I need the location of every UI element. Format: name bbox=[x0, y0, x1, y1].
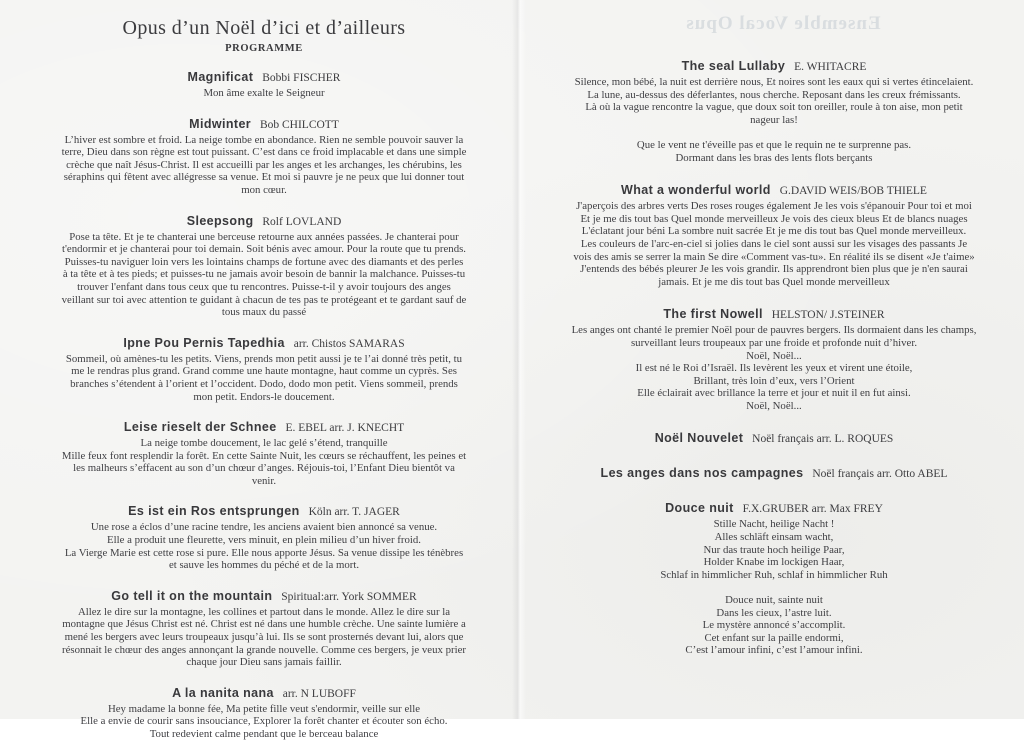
text-line: trouver l'enfant dans tous ceux que tu rencontres. Puisse-t-il y avoir toujours des anges bbox=[77, 280, 451, 293]
text-line: Tout redevient calme pendant que le berceau balance bbox=[149, 728, 379, 740]
text-line: chaque jour Dieu sans jamais faillir. bbox=[186, 656, 342, 669]
piece-title: Noël Nouvelet bbox=[654, 431, 744, 446]
text-line: jamais. Et je me dis tout bas Quel monde merveilleux bbox=[658, 275, 890, 288]
piece-composer: arr. N LUBOFF bbox=[279, 687, 356, 700]
text-line: Sommeil, où amènes-tu les petits. Viens, prends mon petit aussi je te l’ai donné très petit, tu bbox=[65, 352, 463, 365]
piece-composer: Bobbi FISCHER bbox=[259, 72, 341, 84]
text-line: Elle éclairait avec brillance la terre et jour et nuit il en fut ainsi. bbox=[637, 387, 911, 400]
piece-heading bbox=[14, 503, 514, 520]
text-line: venir. bbox=[251, 474, 277, 487]
piece-title: Les anges dans nos campagnes bbox=[600, 466, 804, 481]
piece-title: Leise rieselt der Schnee bbox=[123, 420, 277, 435]
text-line: vois des amis se serrer la main Se dire «Comment vas-tu». En réalité ils se disent «Je t'aime» bbox=[573, 250, 975, 263]
programme-piece bbox=[530, 182, 1018, 288]
page-fold bbox=[512, 0, 526, 719]
piece-title: Magnificat bbox=[187, 70, 254, 84]
text-line: Brillant, très loin d’eux, vers l’Orient bbox=[693, 374, 855, 387]
piece-heading bbox=[14, 335, 514, 352]
text-line bbox=[530, 126, 1018, 139]
piece-heading bbox=[14, 588, 514, 605]
text-line: me le rendras plus grand. Grand comme une haute montagne, haut comme un cyprès. Ses bbox=[71, 365, 457, 378]
piece-composer: E. WHITACRE bbox=[791, 61, 867, 73]
programme-piece bbox=[14, 419, 514, 487]
text-line: les malheurs s’effacent au son d’un chœur d’anges. Réjouis-toi, l’Enfant Dieu bientôt va bbox=[73, 462, 455, 475]
text-line: crèche que naît Jésus-Christ. Il est accueilli par les anges et les archanges, les chérubins, les bbox=[66, 158, 462, 171]
text-line: à ta tête et à tes pieds; et puisses-tu ne jamais avoir besoin de bannir la malchance. Puisses-tu bbox=[62, 268, 466, 281]
text-line: Schlaf in himmlicher Ruh, schlaf in himmlicher Ruh bbox=[660, 568, 888, 581]
piece-title: What a wonderful world bbox=[621, 183, 771, 198]
programme-subtitle: PROGRAMME bbox=[225, 43, 303, 54]
text-line: Silence, mon bébé, la nuit est derrière nous, Et noires sont les eaux qui si vertes étincelaient. bbox=[574, 76, 974, 88]
text-line: Pose ta tête. Et je te chanterai une berceuse retourne aux années passées. Je chanterai pour bbox=[69, 230, 459, 243]
text-line: Elle a produit une fleurette, vers minuit, en plein milieu d’un hiver froid. bbox=[107, 534, 421, 547]
piece-text bbox=[14, 353, 514, 403]
text-line: L’hiver est sombre et froid. La neige tombe en abondance. Rien ne semble pouvoir sauver la bbox=[64, 133, 464, 146]
text-line: séraphins qui fêtent avec allégresse sa venue. Et moi si pauvre je ne peux que lui donner tout bbox=[63, 171, 465, 184]
text-line: Les couleurs de l'arc-en-ciel si jolies dans le ciel sont aussi sur les visages des passants Je bbox=[580, 237, 968, 250]
piece-heading bbox=[14, 69, 514, 86]
text-line: Dormant dans les bras des lents flots berçants bbox=[675, 151, 873, 164]
programme-title: Opus d’un Noël d’ici et d’ailleurs bbox=[122, 17, 406, 39]
piece-text bbox=[14, 437, 514, 487]
text-line: Allez le dire sur la montagne, les collines et partout dans le monde. Allez le dire sur la bbox=[77, 605, 451, 618]
piece-composer: HELSTON/ J.STEINER bbox=[768, 309, 885, 322]
right-page-items bbox=[530, 58, 1018, 657]
text-line: Il est né le Roi d’Israël. Ils levèrent les yeux et virent une étoile, bbox=[635, 362, 913, 375]
text-line: Holder Knabe im lockigen Haar, bbox=[703, 556, 845, 569]
text-line: mon cœur. bbox=[241, 183, 287, 196]
piece-text bbox=[530, 76, 1018, 164]
text-line: Douce nuit, sainte nuit bbox=[725, 594, 823, 607]
programme-piece bbox=[14, 69, 514, 100]
piece-title: The seal Lullaby bbox=[681, 59, 786, 73]
piece-heading bbox=[530, 58, 1018, 75]
text-line: J'entends des bébés pleurer Je les vois grandir. Ils apprendront bien plus que je n'en saurai bbox=[580, 263, 968, 276]
programme-piece bbox=[14, 503, 514, 571]
programme-piece bbox=[14, 588, 514, 669]
piece-text bbox=[14, 606, 514, 669]
text-line: Là où la vague rencontre la vague, que doux soit ton oreiller, roule à ton aise, mon petit bbox=[585, 101, 963, 114]
piece-composer: arr. Chistos SAMARAS bbox=[290, 337, 405, 350]
text-line: La Vierge Marie est cette rose si pure. Elle nous apporte Jésus. Sa venue dissipe les ténèbres bbox=[64, 546, 464, 559]
text-line: Mon âme exalte le Seigneur bbox=[203, 87, 325, 99]
piece-composer: Köln arr. T. JAGER bbox=[305, 506, 400, 519]
piece-text bbox=[14, 134, 514, 197]
right-page bbox=[530, 58, 1018, 657]
bleedthrough-text: Ensemble Vocal Opus bbox=[685, 13, 881, 34]
text-line: résonnait le chœur des anges annonçant la grande nouvelle. Comme ces bergers, je veux prier bbox=[62, 643, 466, 656]
programme-piece bbox=[14, 335, 514, 403]
text-line: La neige tombe doucement, le lac gelé s’étend, tranquille bbox=[140, 437, 388, 450]
text-line: mené les bergers avec leurs troupeaux jusqu’à lui. Ils se sont prosternés devant lui, alors que bbox=[64, 631, 464, 644]
left-page-items bbox=[14, 69, 514, 741]
text-line: Puisses-tu naviguer loin vers les lointains champs de fortune avec des diamants et des perles bbox=[64, 255, 464, 268]
text-line: Alles schläft einsam wacht, bbox=[714, 531, 834, 544]
text-line: Dans les cieux, l’astre luit. bbox=[716, 606, 832, 619]
text-line: Nur das traute hoch heilige Paar, bbox=[703, 543, 845, 556]
piece-composer: Spiritual:arr. York SOMMER bbox=[278, 590, 417, 603]
text-line: Noël, Noël... bbox=[746, 399, 802, 412]
piece-text bbox=[14, 87, 514, 100]
piece-heading bbox=[14, 213, 514, 230]
piece-title: Es ist ein Ros entsprungen bbox=[128, 504, 300, 519]
piece-text bbox=[530, 324, 1018, 412]
text-line: et sauve les hommes du péché et de la mort. bbox=[168, 559, 360, 572]
text-line: mon petit. Endors-le doucement. bbox=[193, 390, 335, 403]
text-line: Le mystère annoncé s’accomplit. bbox=[702, 619, 846, 632]
programme-piece bbox=[530, 465, 1018, 482]
text-line: Et je me dis tout bas Quel monde merveilleux Je vois des cieux bleus Et de blancs nuages bbox=[580, 212, 968, 225]
programme-piece bbox=[530, 500, 1018, 657]
text-line: Les anges ont chanté le premier Noël pour de pauvres bergers. Ils dormaient dans les champs, bbox=[571, 324, 977, 337]
piece-composer: F.X.GRUBER arr. Max FREY bbox=[739, 503, 883, 516]
piece-composer: E. EBEL arr. J. KNECHT bbox=[282, 422, 405, 435]
piece-title: Go tell it on the mountain bbox=[111, 588, 273, 603]
piece-text bbox=[14, 521, 514, 571]
piece-heading bbox=[530, 182, 1018, 199]
piece-composer: Noël français arr. L. ROQUES bbox=[749, 433, 894, 446]
programme-piece bbox=[530, 306, 1018, 412]
piece-heading bbox=[14, 116, 514, 133]
programme-piece bbox=[14, 685, 514, 741]
text-line: C’est l’amour infini, c’est l’amour infini. bbox=[685, 644, 863, 657]
text-line: surveillant leurs troupeaux par une froide et profonde nuit d’hiver. bbox=[630, 336, 918, 349]
text-line: J'aperçois des arbres verts Des roses rouges également Je les vois s'épanouir Pour toi et moi bbox=[576, 200, 972, 213]
piece-composer: Rolf LOVLAND bbox=[259, 215, 342, 228]
piece-composer: G.DAVID WEIS/BOB THIELE bbox=[776, 185, 927, 198]
text-line: Noël, Noël... bbox=[746, 349, 802, 362]
piece-title: Ipne Pou Pernis Tapedhia bbox=[123, 335, 285, 350]
text-line: Elle a envie de courir sans insouciance, Explorer la forêt chanter et écouter son écho. bbox=[80, 715, 448, 728]
piece-heading bbox=[530, 430, 1018, 447]
piece-heading bbox=[530, 465, 1018, 482]
piece-heading bbox=[530, 500, 1018, 517]
piece-text bbox=[530, 200, 1018, 288]
piece-title: A la nanita nana bbox=[172, 685, 274, 700]
text-line: Que le vent ne t'éveille pas et que le requin ne te surprenne pas. bbox=[636, 138, 912, 151]
text-line: nageur las! bbox=[750, 113, 798, 126]
piece-title: Sleepsong bbox=[186, 213, 254, 228]
text-line: terre, Dieu dans son règne est tout puissant. C’est dans ce froid implacable et dans une simple bbox=[61, 146, 467, 159]
piece-heading bbox=[14, 419, 514, 436]
text-line bbox=[530, 581, 1018, 594]
piece-text bbox=[14, 231, 514, 319]
text-line: Stille Nacht, heilige Nacht ! bbox=[713, 518, 835, 531]
text-line: branches s’étendent à l’orient et l’occident. Dodo, dodo mon petit. Viens sommeil, prends bbox=[70, 377, 458, 390]
text-line: Mille feux font resplendir la forêt. En cette Sainte Nuit, les cœurs se réchauffent, les peines et bbox=[61, 449, 467, 462]
piece-title: The first Nowell bbox=[663, 307, 763, 322]
piece-text bbox=[14, 703, 514, 741]
programme-piece bbox=[14, 116, 514, 197]
text-line: tous maux du passé bbox=[221, 306, 307, 319]
text-line: Cet enfant sur la paille endormi, bbox=[704, 631, 844, 644]
text-line: montagne que Jésus Christ est né. Christ est né dans une humble crèche. Une sainte lumière a bbox=[62, 618, 466, 631]
piece-composer: Noël français arr. Otto ABEL bbox=[809, 468, 948, 481]
piece-heading bbox=[530, 306, 1018, 323]
piece-heading bbox=[14, 685, 514, 702]
programme-piece bbox=[14, 213, 514, 319]
piece-text bbox=[530, 518, 1018, 657]
text-line: Hey madame la bonne fée, Ma petite fille veut s'endormir, veille sur elle bbox=[107, 702, 421, 715]
text-line: Une rose a éclos d’une racine tendre, les anciens avaient bien annoncé sa venue. bbox=[90, 521, 438, 534]
piece-title: Douce nuit bbox=[665, 501, 734, 516]
piece-title: Midwinter bbox=[189, 116, 252, 131]
piece-composer: Bob CHILCOTT bbox=[257, 118, 339, 131]
text-line: t'endormir et je chanterai pour toi demain. Soit bénis avec amour. Pour la route que tu prends. bbox=[61, 243, 467, 256]
text-line: La lune, au-dessus des déferlantes, nous cherche. Reposant dans les creux frémissants. bbox=[587, 88, 961, 101]
text-line: veillant sur toi avec attention te guidant à chacun de tes pas te protégeant et te gardant sauf de bbox=[61, 293, 467, 306]
left-page bbox=[14, 16, 514, 741]
programme-piece bbox=[530, 430, 1018, 447]
text-line: L'éclatant jour béni La sombre nuit sacrée Et je me dis tout bas Quel monde merveilleux. bbox=[581, 225, 967, 238]
programme-piece bbox=[530, 58, 1018, 164]
